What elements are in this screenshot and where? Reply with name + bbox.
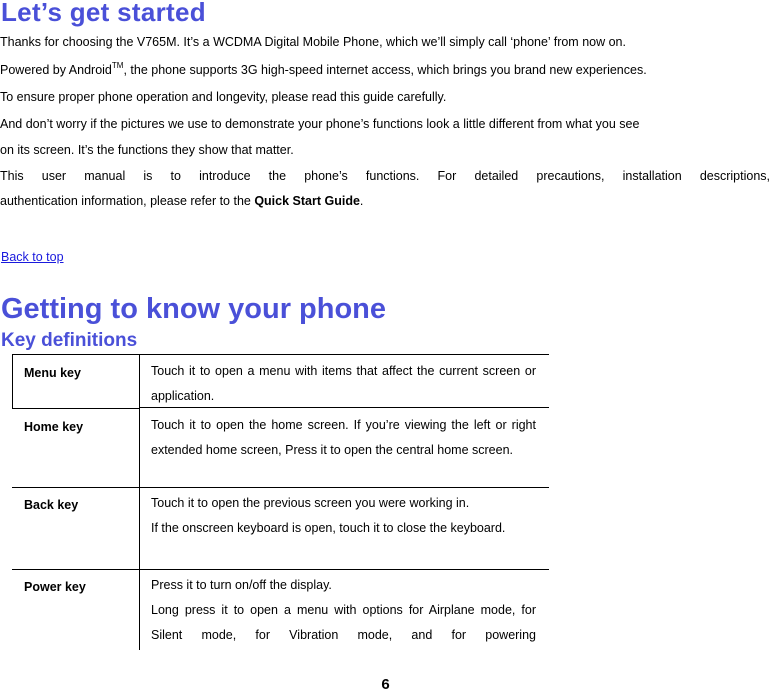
intro-paragraph-5-line-2 [0, 189, 770, 214]
table-row-border-2 [12, 487, 549, 488]
key-definitions-table [12, 354, 549, 650]
key-desc-power [151, 573, 536, 648]
table-row-border-3 [12, 569, 549, 570]
p5-text-a: authentication information, please refer to the [0, 194, 255, 208]
key-desc-text: If the onscreen keyboard is open, touch it to close the keyboard. [151, 521, 506, 535]
intro-paragraph-3: To ensure proper phone operation and longevity, please read this guide carefully. [0, 90, 447, 104]
back-to-top-link[interactable]: Back to top [1, 250, 64, 264]
subsection-title-key-definitions: Key definitions [1, 330, 138, 351]
p2-text-b: , the phone supports 3G high-speed internet access, which brings you brand new experiences. [123, 63, 647, 77]
quick-start-guide-ref: Quick Start Guide [254, 194, 360, 208]
key-desc-home [151, 413, 536, 463]
key-desc-text: Long press it to open a menu with options for Airplane mode, for Silent mode, for Vibration mode, and for powering [151, 603, 536, 642]
table-cell-border-menu [12, 408, 140, 409]
table-left-border [12, 354, 13, 409]
p5-text-b: . [359, 194, 364, 208]
page-number: 6 [381, 676, 390, 693]
key-desc-text: Touch it to open the previous screen you were working in. [151, 496, 470, 510]
intro-paragraph-5-line-1: This user manual is to introduce the phone’s functions. For detailed precautions, installation descriptions, [0, 169, 770, 183]
table-column-divider [139, 354, 140, 650]
section-title-getting-to-know: Getting to know your phone [1, 293, 387, 325]
key-desc-text: Press it to turn on/off the display. [151, 578, 332, 592]
key-name-menu: Menu key [24, 366, 81, 380]
section-title-lets-get-started: Let’s get started [1, 0, 206, 27]
key-desc-menu [151, 359, 536, 409]
key-name-power: Power key [24, 580, 86, 594]
intro-paragraph-1: Thanks for choosing the V765M. It’s a WCDMA Digital Mobile Phone, which we’ll simply call ‘phone’ from now on. [0, 35, 626, 49]
intro-paragraph-2 [0, 58, 770, 83]
intro-paragraph-4-line-2: on its screen. It’s the functions they show that matter. [0, 143, 294, 157]
key-name-home: Home key [24, 420, 84, 434]
p2-text-a: Powered by Android [0, 63, 112, 77]
intro-paragraph-4-line-1: And don’t worry if the pictures we use to demonstrate your phone’s functions look a little different from what you see [0, 117, 640, 131]
key-desc-back [151, 491, 536, 541]
key-desc-text: Touch it to open the home screen. If you’re viewing the left or right extended home screen, Press it to open the central home screen. [151, 418, 536, 457]
key-name-back: Back key [24, 498, 79, 512]
key-desc-text: Touch it to open a menu with items that affect the current screen or application. [151, 364, 536, 403]
trademark-sup: TM [111, 61, 124, 70]
table-top-border-1 [12, 354, 549, 355]
